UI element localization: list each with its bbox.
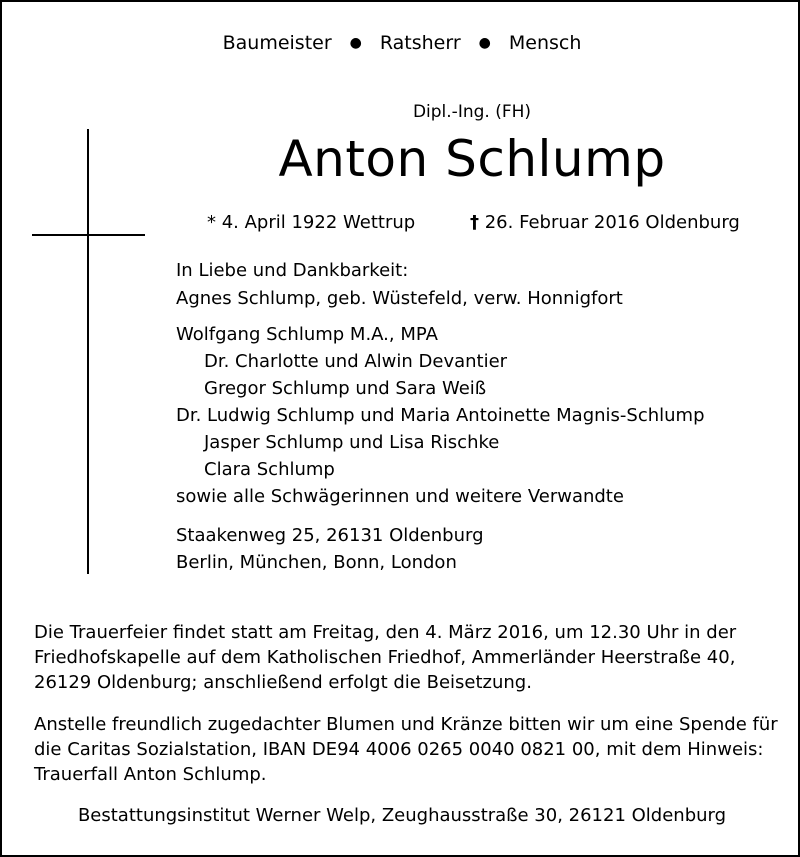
motto-item-ratsherr: Ratsherr [379,32,461,54]
cross-icon-vertical [87,129,89,574]
cross-icon-horizontal [32,234,145,236]
funeral-text-line: Friedhofskapelle auf dem Katholischen Friedhof, Ammerländer Heerstraße 40, [34,647,736,668]
mourner-line: Gregor Schlump und Sara Weiß [204,378,487,399]
address-line: Berlin, München, Bonn, London [176,552,457,573]
donation-text-line: Anstelle freundlich zugedachter Blumen und Kränze bitten wir um eine Spende für [34,714,778,735]
motto-item-mensch: Mensch [508,32,582,54]
death-date-text: 26. Februar 2016 Oldenburg [479,212,740,233]
bullet-separator: ● [349,35,362,51]
mourner-line: Dr. Charlotte und Alwin Devantier [204,351,508,372]
death-date [470,212,740,233]
mourner-line: Agnes Schlump, geb. Wüstefeld, verw. Honnigfort [176,288,623,309]
birth-date: * 4. April 1922 Wettrup [207,212,416,233]
dagger-icon: † [470,212,479,233]
mourner-line: Jasper Schlump und Lisa Rischke [204,432,500,453]
donation-text-line: Trauerfall Anton Schlump. [34,764,267,785]
mourner-line: Clara Schlump [204,459,335,480]
funeral-text-line: Die Trauerfeier findet statt am Freitag, den 4. März 2016, um 12.30 Uhr in der [34,622,737,643]
mourner-line: Wolfgang Schlump M.A., MPA [176,324,438,345]
mourner-line: Dr. Ludwig Schlump und Maria Antoinette Magnis-Schlump [176,405,705,426]
mourners-intro: In Liebe und Dankbarkeit: [176,260,409,281]
funeral-text-line: 26129 Oldenburg; anschließend erfolgt die Beisetzung. [34,672,532,693]
motto-line [2,32,800,54]
deceased-name: Anton Schlump [278,130,666,188]
donation-text-line: die Caritas Sozialstation, IBAN DE94 4006 0265 0040 0821 00, mit dem Hinweis: [34,739,764,760]
bullet-separator: ● [478,35,491,51]
academic-degree: Dipl.-Ing. (FH) [412,102,532,122]
funeral-home-footer: Bestattungsinstitut Werner Welp, Zeughausstraße 30, 26121 Oldenburg [77,805,727,826]
mourner-line: sowie alle Schwägerinnen und weitere Verwandte [176,486,624,507]
address-line: Staakenweg 25, 26131 Oldenburg [176,525,484,546]
motto-item-baumeister: Baumeister [222,32,332,54]
